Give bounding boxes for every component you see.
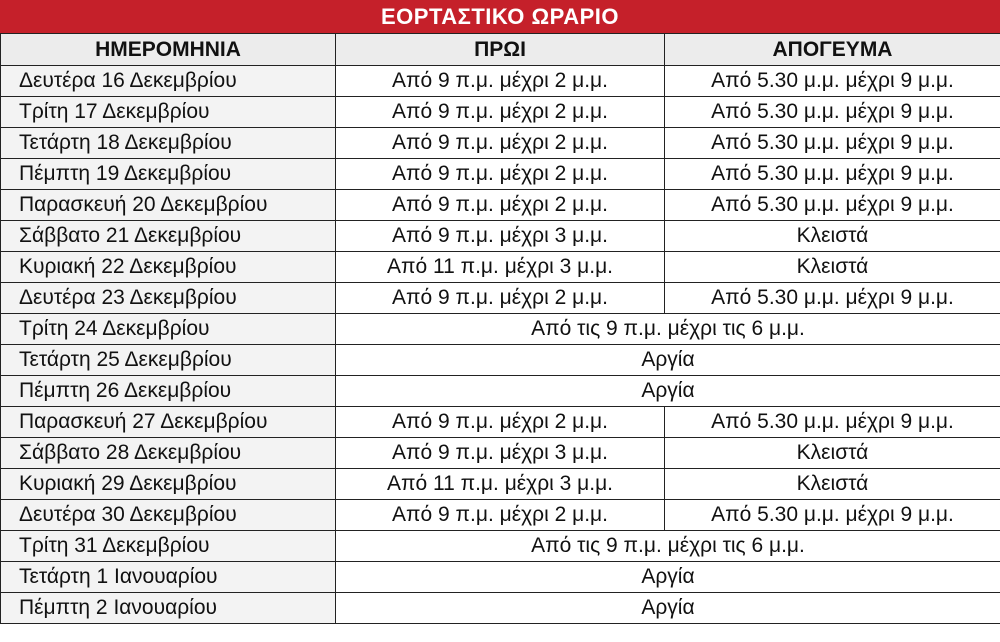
table-row [1,66,1000,97]
date-cell: Τρίτη 31 Δεκεμβρίου [1,531,336,562]
merged-hours-cell: Αργία [336,593,1000,624]
table-row [1,469,1000,500]
table-row [1,376,1000,407]
date-cell: Πέμπτη 26 Δεκεμβρίου [1,376,336,407]
table-row [1,407,1000,438]
date-cell: Τετάρτη 1 Ιανουαρίου [1,562,336,593]
afternoon-hours-cell: Από 5.30 μ.μ. μέχρι 9 μ.μ. [665,190,1000,221]
date-cell: Σάββατο 21 Δεκεμβρίου [1,221,336,252]
date-cell: Τετάρτη 18 Δεκεμβρίου [1,128,336,159]
banner-title: ΕΟΡΤΑΣΤΙΚΟ ΩΡΑΡΙΟ [381,3,619,29]
table-row [1,314,1000,345]
afternoon-hours-cell: Από 5.30 μ.μ. μέχρι 9 μ.μ. [665,128,1000,159]
merged-hours-cell: Από τις 9 π.μ. μέχρι τις 6 μ.μ. [336,531,1000,562]
table-row [1,500,1000,531]
holiday-hours-table [0,33,1000,624]
morning-hours-cell: Από 9 π.μ. μέχρι 2 μ.μ. [336,159,665,190]
morning-hours-cell: Από 9 π.μ. μέχρι 3 μ.μ. [336,438,665,469]
date-cell: Πέμπτη 19 Δεκεμβρίου [1,159,336,190]
table-row [1,159,1000,190]
date-cell: Πέμπτη 2 Ιανουαρίου [1,593,336,624]
date-cell: Κυριακή 22 Δεκεμβρίου [1,252,336,283]
table-row [1,283,1000,314]
morning-hours-cell: Από 9 π.μ. μέχρι 3 μ.μ. [336,221,665,252]
afternoon-hours-cell: Κλειστά [665,252,1000,283]
header-morning: ΠΡΩΙ [336,34,665,66]
afternoon-hours-cell: Από 5.30 μ.μ. μέχρι 9 μ.μ. [665,66,1000,97]
date-cell: Σάββατο 28 Δεκεμβρίου [1,438,336,469]
afternoon-hours-cell: Κλειστά [665,438,1000,469]
table-header-row [1,34,1000,66]
afternoon-hours-cell: Κλειστά [665,469,1000,500]
date-cell: Δευτέρα 16 Δεκεμβρίου [1,66,336,97]
afternoon-hours-cell: Από 5.30 μ.μ. μέχρι 9 μ.μ. [665,97,1000,128]
table-row [1,252,1000,283]
morning-hours-cell: Από 11 π.μ. μέχρι 3 μ.μ. [336,469,665,500]
table-row [1,345,1000,376]
table-row [1,438,1000,469]
date-cell: Παρασκευή 27 Δεκεμβρίου [1,407,336,438]
afternoon-hours-cell: Κλειστά [665,221,1000,252]
date-cell: Δευτέρα 30 Δεκεμβρίου [1,500,336,531]
afternoon-hours-cell: Από 5.30 μ.μ. μέχρι 9 μ.μ. [665,500,1000,531]
morning-hours-cell: Από 9 π.μ. μέχρι 2 μ.μ. [336,190,665,221]
date-cell: Τρίτη 24 Δεκεμβρίου [1,314,336,345]
table-body [1,66,1000,624]
afternoon-hours-cell: Από 5.30 μ.μ. μέχρι 9 μ.μ. [665,159,1000,190]
schedule-banner [0,0,1000,33]
table-row [1,593,1000,624]
merged-hours-cell: Αργία [336,376,1000,407]
header-afternoon: ΑΠΟΓΕΥΜΑ [665,34,1000,66]
table-row [1,128,1000,159]
merged-hours-cell: Από τις 9 π.μ. μέχρι τις 6 μ.μ. [336,314,1000,345]
header-date: ΗΜΕΡΟΜΗΝΙΑ [1,34,336,66]
table-row [1,190,1000,221]
morning-hours-cell: Από 9 π.μ. μέχρι 2 μ.μ. [336,407,665,438]
afternoon-hours-cell: Από 5.30 μ.μ. μέχρι 9 μ.μ. [665,407,1000,438]
date-cell: Δευτέρα 23 Δεκεμβρίου [1,283,336,314]
merged-hours-cell: Αργία [336,562,1000,593]
morning-hours-cell: Από 9 π.μ. μέχρι 2 μ.μ. [336,66,665,97]
table-row [1,531,1000,562]
date-cell: Τρίτη 17 Δεκεμβρίου [1,97,336,128]
afternoon-hours-cell: Από 5.30 μ.μ. μέχρι 9 μ.μ. [665,283,1000,314]
table-row [1,221,1000,252]
table-row [1,97,1000,128]
date-cell: Τετάρτη 25 Δεκεμβρίου [1,345,336,376]
morning-hours-cell: Από 9 π.μ. μέχρι 2 μ.μ. [336,128,665,159]
morning-hours-cell: Από 9 π.μ. μέχρι 2 μ.μ. [336,97,665,128]
table-row [1,562,1000,593]
date-cell: Κυριακή 29 Δεκεμβρίου [1,469,336,500]
morning-hours-cell: Από 11 π.μ. μέχρι 3 μ.μ. [336,252,665,283]
date-cell: Παρασκευή 20 Δεκεμβρίου [1,190,336,221]
merged-hours-cell: Αργία [336,345,1000,376]
morning-hours-cell: Από 9 π.μ. μέχρι 2 μ.μ. [336,500,665,531]
morning-hours-cell: Από 9 π.μ. μέχρι 2 μ.μ. [336,283,665,314]
